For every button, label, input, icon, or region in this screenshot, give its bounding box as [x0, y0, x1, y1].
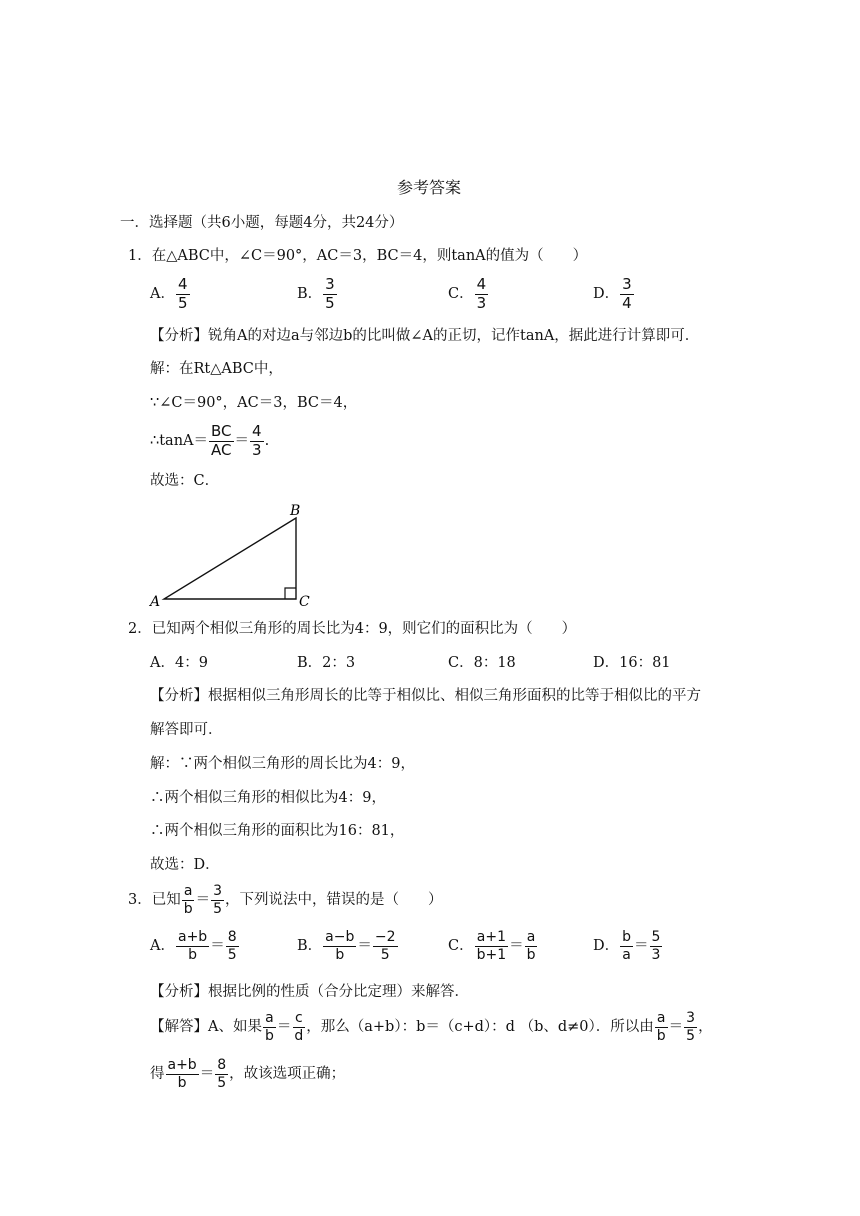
denominator: AC [211, 440, 232, 459]
denominator: b [335, 946, 345, 963]
denominator: b [183, 900, 193, 917]
numerator: c [294, 1010, 303, 1026]
vertex-label-c: C [299, 594, 310, 610]
fraction [650, 930, 663, 962]
q3-analysis: 【分析】根据比例的性质（合分比定理）来解答． [150, 984, 469, 1000]
option-letter: C． [448, 937, 474, 954]
q3-answer-line1 [150, 1011, 713, 1043]
equals-sign: ＝ [357, 937, 372, 954]
fraction [373, 930, 398, 962]
q2-stem: 2．已知两个相似三角形的周长比为4：9，则它们的面积比为（ ） [128, 621, 577, 637]
option-letter: C． [448, 286, 474, 302]
equals-sign: ＝ [276, 1018, 292, 1035]
denominator: 3 [252, 440, 262, 459]
denominator: 3 [476, 293, 487, 312]
fraction [250, 424, 264, 459]
fraction [263, 1011, 276, 1043]
numerator: 8 [217, 1057, 227, 1073]
q3-option-c [448, 930, 539, 962]
q1-solution-line1: 解：在Rt△ABC中， [150, 361, 283, 377]
numerator: −2 [374, 929, 396, 945]
option-letter: D． [593, 286, 620, 302]
stem-suffix: ，下列说法中，错误的是（ ） [225, 891, 443, 908]
equals-sign: ＝ [195, 891, 211, 908]
numerator: 3 [213, 883, 223, 899]
fraction [182, 884, 195, 916]
q1-option-b [297, 277, 338, 312]
numerator: 4 [252, 422, 262, 440]
denominator: b [188, 946, 198, 963]
equals-sign: ＝ [634, 937, 649, 954]
q2-option-d: D．16：81 [593, 655, 671, 671]
answer-end: ， [698, 1018, 713, 1035]
option-letter: A． [150, 937, 175, 954]
q3-option-d [593, 930, 663, 962]
q1-solution-line3 [150, 424, 269, 459]
q1-solution-line2: ∵∠C＝90°，AC＝3，BC＝4， [150, 395, 358, 411]
denominator: d [294, 1027, 304, 1044]
denominator: b [264, 1027, 274, 1044]
denominator: 5 [686, 1027, 696, 1044]
denominator: b [177, 1074, 187, 1091]
answer-middle: ，那么（a+b）：b＝（c+d）：d （b、d≠0）．所以由 [306, 1018, 654, 1035]
numerator: a+b [167, 1057, 197, 1073]
numerator: 3 [686, 1010, 696, 1026]
q3-stem [128, 884, 443, 916]
q1-option-a [150, 277, 191, 312]
right-triangle-figure [140, 500, 320, 612]
numerator: 3 [325, 275, 335, 293]
fraction [684, 1011, 697, 1043]
numerator: BC [211, 422, 232, 440]
denominator: 5 [380, 946, 390, 963]
denominator: a [622, 946, 631, 963]
fraction [525, 930, 538, 962]
line2-prefix: 得 [150, 1065, 165, 1082]
section-heading: 一．选择题（共6小题，每题4分，共24分） [120, 215, 404, 231]
line2-suffix: ，故该选项正确； [229, 1065, 346, 1082]
equals-sign: ＝ [509, 937, 524, 954]
numerator: 4 [177, 275, 188, 293]
fraction [166, 1058, 199, 1090]
numerator: a [656, 1010, 666, 1026]
q2-solution-line2: ∴两个相似三角形的相似比为4：9， [150, 790, 386, 806]
q1-answer: 故选：C． [150, 473, 220, 489]
equals-sign: ＝ [668, 1018, 684, 1035]
vertex-label-b: B [290, 503, 301, 519]
q1-option-c [448, 277, 489, 312]
q1-option-d [593, 277, 635, 312]
fraction [475, 930, 509, 962]
option-letter: A． [150, 286, 175, 302]
equals-sign: ＝ [199, 1065, 215, 1082]
q2-solution-line3: ∴两个相似三角形的面积比为16：81， [150, 823, 405, 839]
q2-analysis-line2: 解答即可． [150, 722, 223, 738]
stem-prefix: 3．已知 [128, 891, 181, 908]
fraction [209, 424, 234, 459]
answer-prefix: 【解答】A、如果 [150, 1018, 262, 1035]
numerator: a+b [177, 929, 208, 945]
fraction [226, 930, 239, 962]
fraction [176, 930, 209, 962]
q2-option-a: A．4：9 [150, 655, 208, 671]
fraction [655, 1011, 668, 1043]
option-letter: B． [297, 286, 323, 302]
numerator: a [526, 929, 536, 945]
vertex-label-a: A [150, 594, 161, 610]
denominator: 3 [651, 946, 661, 963]
numerator: a [183, 883, 193, 899]
denominator: 5 [325, 293, 335, 312]
q2-option-c: C．8：18 [448, 655, 516, 671]
option-letter: D． [593, 937, 620, 954]
numerator: 8 [227, 929, 237, 945]
fraction [176, 277, 190, 312]
fraction [620, 277, 634, 312]
fraction [323, 277, 337, 312]
fraction [292, 1011, 305, 1043]
q2-option-b: B．2：3 [297, 655, 356, 671]
denominator: 5 [217, 1074, 227, 1091]
denominator: b [656, 1027, 666, 1044]
q3-option-b [297, 930, 399, 962]
numerator: 5 [651, 929, 661, 945]
denominator: 5 [213, 900, 223, 917]
fraction [475, 277, 489, 312]
denominator: b+1 [476, 946, 507, 963]
numerator: 4 [476, 275, 487, 293]
right-angle-mark [285, 588, 296, 599]
q3-option-a [150, 930, 240, 962]
q1-stem: 1．在△ABC中，∠C＝90°，AC＝3，BC＝4，则tanA的值为（ ） [128, 248, 588, 264]
denominator: 5 [177, 293, 188, 312]
tan-prefix: ∴tanA＝ [150, 433, 209, 449]
numerator: b [622, 929, 632, 945]
triangle-outline [164, 518, 296, 599]
denominator: 4 [622, 293, 632, 312]
fraction [323, 930, 356, 962]
q2-analysis-line1: 【分析】根据相似三角形周长的比等于相似比、相似三角形面积的比等于相似比的平方 [150, 688, 701, 704]
equals-sign: ＝ [210, 937, 225, 954]
period: . [264, 433, 270, 449]
option-letter: B． [297, 937, 323, 954]
page-title: 参考答案 [397, 178, 462, 197]
denominator: b [526, 946, 536, 963]
numerator: 3 [622, 275, 632, 293]
q3-answer-line2 [150, 1058, 345, 1090]
fraction [211, 884, 224, 916]
fraction [620, 930, 633, 962]
q2-solution-line1: 解：∵两个相似三角形的周长比为4：9， [150, 756, 415, 772]
fraction [215, 1058, 228, 1090]
numerator: a−b [325, 929, 355, 945]
equals-sign: ＝ [234, 433, 250, 449]
q1-analysis: 【分析】锐角A的对边a与邻边b的比叫做∠A的正切，记作tanA，据此进行计算即可． [150, 328, 700, 344]
q2-answer: 故选：D． [150, 857, 220, 873]
numerator: a [265, 1010, 274, 1026]
numerator: a+1 [476, 929, 506, 945]
denominator: 5 [227, 946, 237, 963]
